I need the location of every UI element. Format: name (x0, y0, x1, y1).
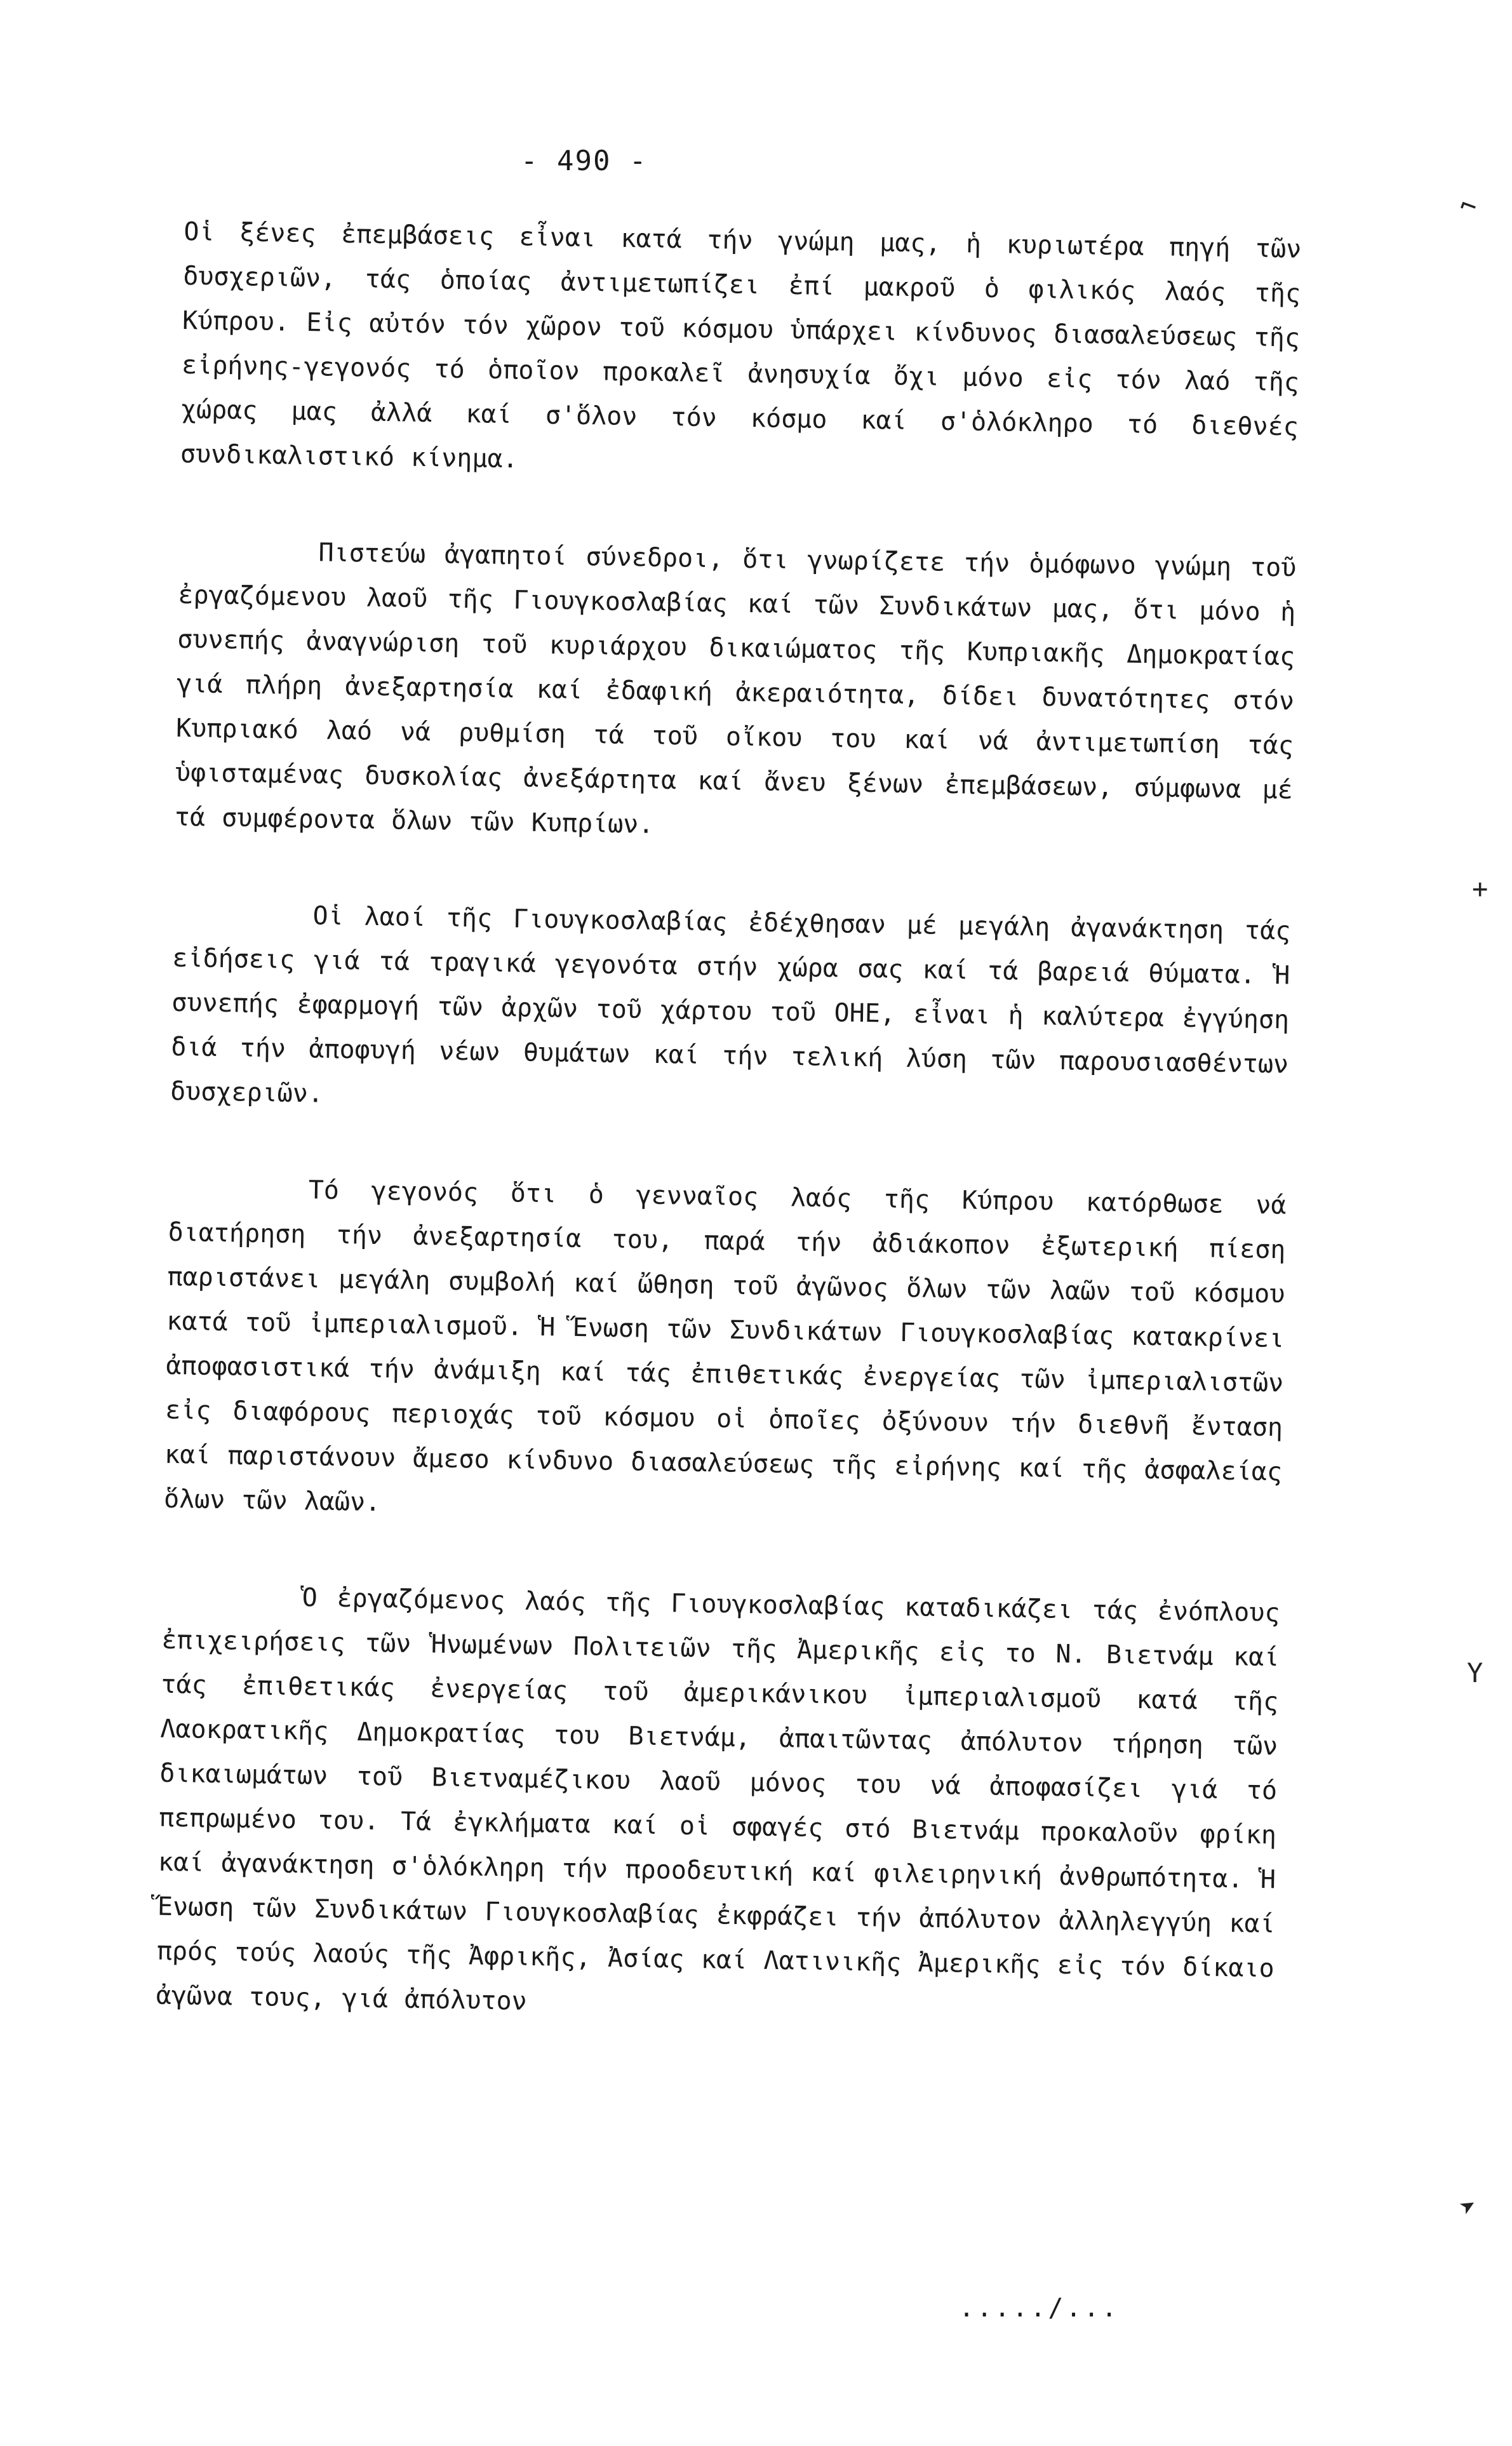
margin-crosshair-mark: + (1472, 873, 1489, 904)
paragraph-independence: Τό γεγονός ὅτι ὁ γενναῖος λαός τῆς Κύπρου κατόρθωσε νά διατήρηση τήν ἀνεξαρτησία του, παρά τήν ἀδιάκοπον ἐξωτερική πίεση παριστάνει μεγάλη συμβολή καί ὤθηση τοῦ ἀγῶνος ὅλων τῶν λαῶν τοῦ κόσμου κατά τοῦ ἰμπεριαλισμοῦ. Ἡ Ἕνωση τῶν Συνδικάτων Γιουγκοσλαβίας κατακρίνει ἀποφασιστικά τήν ἀνάμιξη καί τάς ἐπιθετικάς ἐνεργείας τῶν ἰμπεριαλιστῶν εἰς διαφόρους περιοχάς τοῦ κόσμου οἱ ὁποῖες ὀξύνουν τήν διεθνῆ ἔνταση καί παριστάνουν ἄμεσο κίνδυνο διασαλεύσεως τῆς εἰρήνης καί τῆς ἀσφαλείας ὅλων τῶν λαῶν. (163, 1175, 1304, 1518)
body-text (155, 210, 1318, 2087)
paragraph-foreign-interventions: Οἱ ξένες ἐπεμβάσεις εἶναι κατά τήν γνώμη μας, ἡ κυριωτέρα πηγή τῶν δυσχεριῶν, τάς ὁποίας ἀντιμετωπίζει ἐπί μακροῦ ὁ φιλικός λαός τῆς Κύπρου. Εἰς αὐτόν τόν χῶρον τοῦ κόσμου ὑπάρχει κίνδυνος διασαλεύσεως τῆς εἰρήνης-γεγονός τό ὁποῖον προκαλεῖ ἀνησυχία ὄχι μόνο εἰς τόν λαό τῆς χώρας μας ἀλλά καί σ'ὅλον τόν κόσμο καί σ'ὁλόκληρο τό διεθνές συνδικαλιστικό κίνημα. (180, 217, 1318, 474)
paragraph-vietnam: Ὁ ἐργαζόμενος λαός τῆς Γιουγκοσλαβίας καταδικάζει τάς ἐνόπλους ἐπιχειρήσεις τῶν Ἡνωμένων Πολιτειῶν τῆς Ἀμερικῆς εἰς το Ν. Βιετνάμ καί τάς ἐπιθετικάς ἐνεργείας τοῦ ἀμερικάνικου ἰμπεριαλισμοῦ κατά τῆς Λαοκρατικῆς Δημοκρατίας του Βιετνάμ, ἀπαιτῶντας ἀπόλυτον τήρηση τῶν δικαιωμάτων τοῦ Βιετναμέζικου λαοῦ μόνος του νά ἀποφασίζει γιά τό πεπρωμένο του. Τά ἐγκλήματα καί οἱ σφαγές στό Βιετνάμ προκαλοῦν φρίκη καί ἀγανάκτηση σ'ὁλόκληρη τήν προοδευτική καί φιλειρηνική ἀνθρωπότητα. Ἡ Ἕνωση τῶν Συνδικάτων Γιουγκοσλαβίας ἐκφράζει τήν ἀπόλυτον ἀλληλεγγύη καί πρός τούς λαούς τῆς Ἀφρικῆς, Ἀσίας καί Λατινικῆς Ἀμερικῆς εἰς τόν δίκαιο ἀγῶνα τους, γιά ἀπόλυτον (156, 1583, 1297, 2016)
margin-y-mark: Y (1467, 1657, 1483, 1688)
page-number: - 490 - (521, 145, 648, 177)
margin-arrow-mark: ➤ (1454, 2188, 1483, 2224)
paragraph-cyprus-sovereignty: Πιστεύω ἀγαπητοί σύνεδροι, ὅτι γνωρίζετε τήν ὁμόφωνο γνώμη τοῦ ἐργαζόμενου λαοῦ τῆς Γιουγκοσλαβίας καί τῶν Συνδικάτων μας, ὅτι μόνο ἡ συνεπής ἀναγνώριση τοῦ κυριάρχου δικαιώματος τῆς Κυπριακῆς Δημοκρατίας γιά πλήρη ἀνεξαρτησία καί ἐδαφική ἀκεραιότητα, δίδει δυνατότητες στόν Κυπριακό λαό νά ρυθμίση τά τοῦ οἴκου του καί νά ἀντιμετωπίση τάς ὑφισταμένας δυσκολίας ἀνεξάρτητα καί ἄνευ ξένων ἐπεμβάσεων, σύμφωνα μέ τά συμφέροντα ὅλων τῶν Κυπρίων. (174, 538, 1313, 839)
paragraph-tragic-events: Οἱ λαοί τῆς Γιουγκοσλαβίας ἐδέχθησαν μέ μεγάλη ἀγανάκτηση τάς εἰδήσεις γιά τά τραγικά γεγονότα στήν χώρα σας καί τά βαρειά θύματα. Ἡ συνεπής ἐφαρμογή τῶν ἀρχῶν τοῦ χάρτου τοῦ ΟΗΕ, εἶναι ἡ καλύτερα ἐγγύηση διά τήν ἀποφυγή νέων θυμάτων καί τήν τελική λύση τῶν παρουσιασθέντων δυσχεριῶν. (170, 901, 1308, 1109)
continuation-mark: ...../... (959, 2294, 1120, 2323)
margin-corner-mark: ⌐ (1455, 189, 1482, 224)
